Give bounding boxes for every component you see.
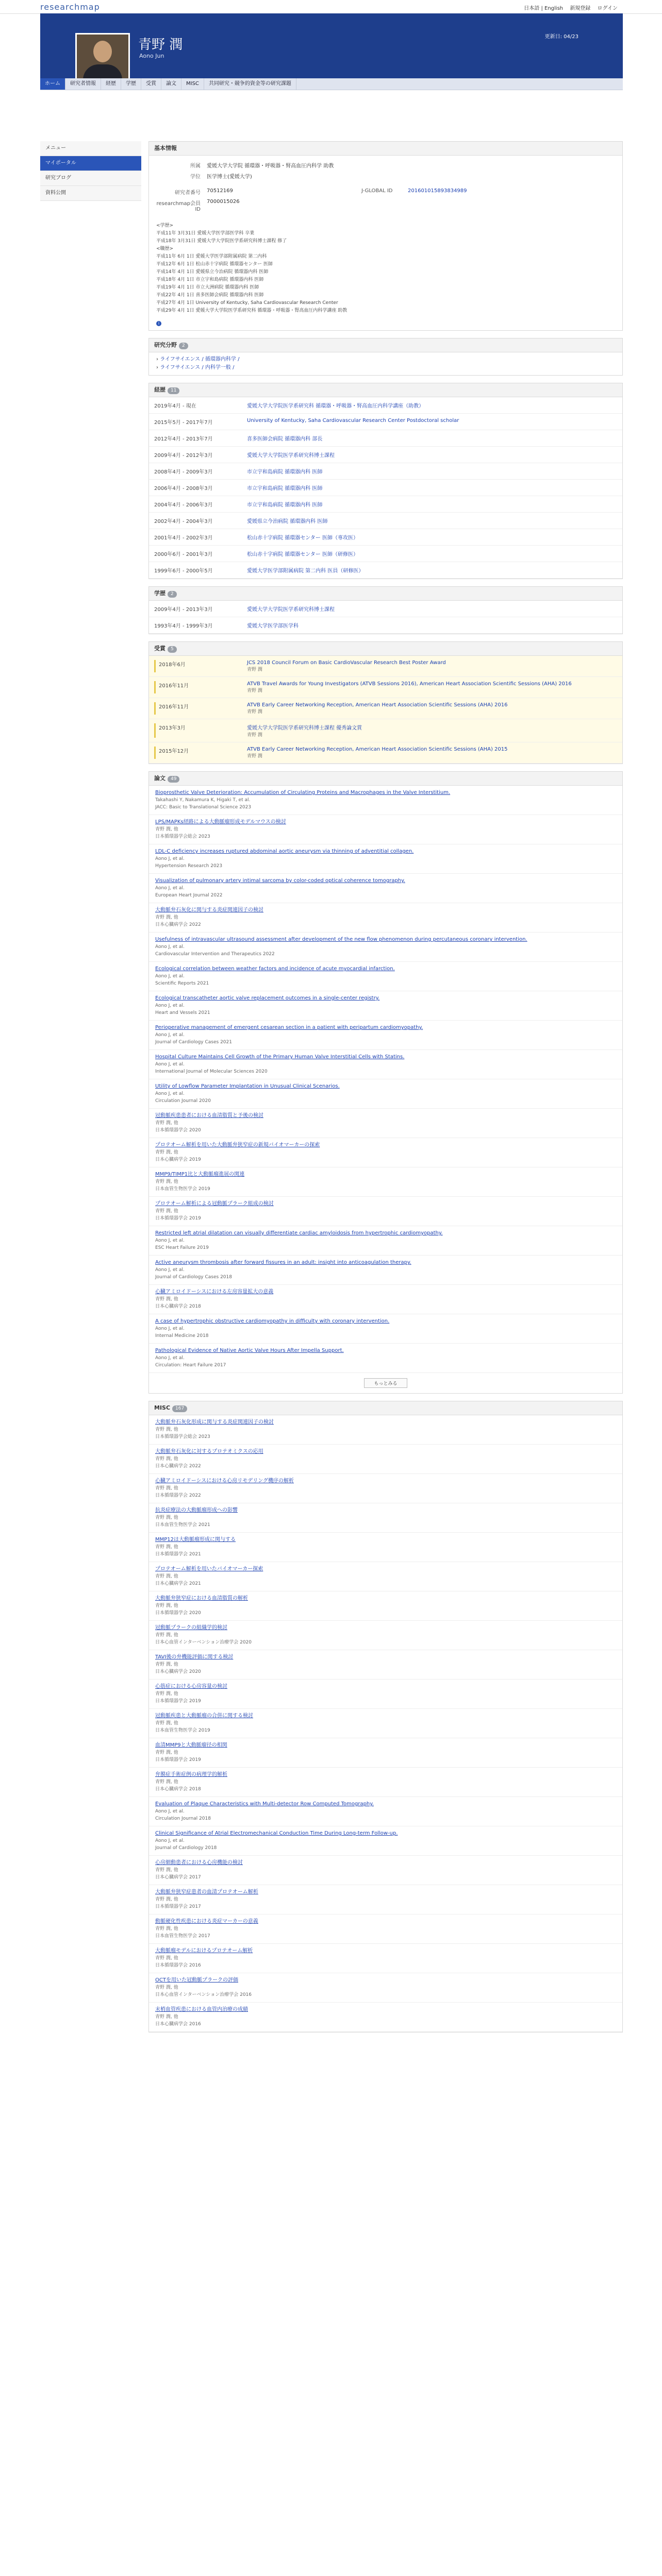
papers-panel (148, 771, 623, 1394)
paper-title-link[interactable]: Clinical Significance of Atrial Electromechanical Conduction Time During Long-term Follow-up. (155, 1831, 398, 1836)
paper-journal: 日本心臓病学会 2022 (155, 922, 201, 927)
paper-journal: 日本心臓病学会 2020 (155, 1669, 201, 1674)
researchmap-logo[interactable]: researchmap (40, 2, 100, 12)
paper-title-link[interactable]: Hospital Culture Maintains Cell Growth of the Primary Human Valve Interstitial Cells with Statins. (155, 1054, 405, 1060)
career-panel (148, 383, 623, 579)
paper-authors: 青野 潤, 他 (155, 1691, 178, 1697)
profile-tabs (40, 78, 623, 90)
awards-panel (148, 641, 623, 764)
row-link[interactable]: 愛媛大学大学院医学系研究科博士課程 優秀論文賞 (247, 725, 362, 731)
paper-authors: 青野 潤, 他 (155, 1750, 178, 1755)
row-link[interactable]: 市立宇和島病院 循環器内科 医師 (247, 502, 323, 508)
register-link[interactable]: 新規登録 (570, 6, 591, 11)
paper-journal: 日本循環器学会 2016 (155, 1963, 201, 1968)
row-date: 2004年4月 - 2006年3月 (154, 502, 213, 508)
row-date: 2015年12月 (154, 747, 247, 759)
list-item (149, 496, 622, 513)
row-date: 2012年4月 - 2013年7月 (154, 436, 213, 442)
paper-authors: 青野 潤, 他 (155, 827, 178, 832)
row-link[interactable]: University of Kentucky, Saha Cardiovascular Research Center Postdoctoral scholar (247, 418, 459, 423)
paper-journal: 日本心臓病学会 2016 (155, 2022, 201, 2027)
paper-journal: JACC: Basic to Translational Science 2023 (155, 805, 252, 810)
row-link[interactable]: 愛媛大学大学院医学系研究科 循環器・呼吸器・腎高血圧内科学講座（助教） (247, 403, 424, 409)
count-badge: 2 (168, 591, 177, 598)
row-link[interactable]: ATVB Early Career Networking Reception, American Heart Association Scientific Sessions (AHA) 2016 (247, 702, 508, 708)
top-bar (0, 0, 662, 14)
paper-authors: 青野 潤, 他 (155, 1486, 178, 1491)
papers-list (149, 786, 622, 1373)
paper-journal: 日本心臓病学会 2022 (155, 1464, 201, 1469)
paper-item (149, 786, 622, 815)
row-link[interactable]: JCS 2018 Council Forum on Basic CardioVascular Research Best Poster Award (247, 660, 446, 666)
paper-title-link[interactable]: Usefulness of intravascular ultrasound assessment after development of the new flow phenomenon during percutaneous coronary intervention. (155, 937, 527, 942)
field-degree: 学位 医学博士(愛媛大学) (190, 174, 252, 180)
paper-item (149, 1944, 622, 1973)
paper-journal: 日本心血管インターベンション治療学会 2016 (155, 1992, 252, 1997)
affiliation-link[interactable]: 愛媛大学大学院 循環器・呼吸器・腎高血圧内科学 助教 (207, 163, 334, 169)
paper-authors: 青野 潤, 他 (155, 915, 178, 920)
paper-journal: 日本血管生物医学会 2021 (155, 1522, 210, 1528)
paper-journal: 日本心臓病学会 2018 (155, 1787, 201, 1792)
paper-authors: 青野 潤, 他 (155, 1427, 178, 1432)
row-link[interactable]: ATVB Travel Awards for Young Investigators (ATVB Sessions 2016), American Heart Association Scientific Sessions (AHA) 2016 (247, 681, 572, 687)
row-date: 2018年6月 (154, 660, 247, 672)
paper-title-link[interactable]: Active aneurysm thrombosis after forward fissures in an adult: insight into anticoagulation therapy. (155, 1260, 411, 1265)
paper-item (149, 1138, 622, 1167)
list-item (149, 562, 622, 579)
list-item[interactable]: › ライフサイエンス / 循環器内科学 / (156, 357, 240, 362)
paper-title-link[interactable]: プロテオーム解析による冠動脈プラーク組成の検討 (155, 1201, 274, 1207)
award-recipient: 青野 潤 (247, 754, 262, 759)
list-item (149, 529, 622, 546)
paper-authors: 青野 潤, 他 (155, 1603, 178, 1608)
paper-title-link[interactable]: Ecological transcatheter aortic valve replacement outcomes in a single-center registry. (155, 995, 380, 1001)
paper-journal: Scientific Reports 2021 (155, 981, 209, 986)
award-recipient: 青野 潤 (247, 709, 262, 715)
paper-title-link[interactable]: 大動脈弁狭窄症における血清脂質の解析 (155, 1596, 248, 1601)
top-links (519, 4, 618, 11)
section-title: 学歴 2 (149, 587, 622, 601)
paper-authors: 青野 潤, 他 (155, 1633, 178, 1638)
row-link[interactable]: 市立宇和島病院 循環器内科 医師 (247, 486, 323, 492)
paper-journal: 日本循環器学会 2020 (155, 1611, 201, 1616)
paper-item (149, 1768, 622, 1797)
row-date: 1999年6月 - 2000年5月 (154, 568, 213, 574)
list-item (149, 601, 622, 617)
row-date: 2019年4月 - 現在 (154, 403, 196, 409)
paper-journal: 日本循環器学会 2017 (155, 1904, 201, 1909)
paper-item (149, 1797, 622, 1826)
list-item (149, 617, 622, 634)
row-date: 2009年4月 - 2013年3月 (154, 607, 213, 613)
biography-text: <学歴> 平成11年 3月31日 愛媛大学医学部医学科 卒業 平成18年 3月31日 愛媛大学大学院医学系研究科博士課程 修了 <職歴> 平成11年 6月 1日 愛媛大学医学部附属病院 第二内科 平成12年 6月 1日 松山赤十字病院 循環器センター 医師 平成14年 4月 1日 愛媛県立今治病院 循環器内科 医師 平成18年 4月 1日 市立宇和島病院 循環器内科 医師 平成19年 4月 1日 市立大洲病院 循環器内科 医師 平成22年 4月 1日 喜多医師会病院 循環器内科 医師 平成27年 4月 1日 University of Kentucky, Saha Cardiovascular Research Center 平成29年 4月 1日 愛媛大学大学院医学系研究科 循環器・呼吸器・腎高血圧内科学講座 助教 (156, 223, 347, 313)
paper-title-link[interactable]: プロテオーム解析を用いたバイオマーカー探索 (155, 1566, 263, 1572)
paper-authors: Aono J, et al. (155, 1062, 185, 1067)
paper-title-link[interactable]: 動脈硬化性疾患における炎症マーカーの意義 (155, 1919, 258, 1924)
section-title: 研究分野 2 (149, 338, 622, 352)
list-item[interactable]: › ライフサイエンス / 内科学一般 / (156, 365, 235, 370)
field-affiliation: 所属 愛媛大学大学院 循環器・呼吸器・腎高血圧内科学 助教 (149, 160, 622, 171)
paper-authors: 青野 潤, 他 (155, 1297, 178, 1302)
paper-title-link[interactable]: 弁膜症手術症例の病理学的解析 (155, 1772, 227, 1777)
paper-item (149, 903, 622, 933)
paper-item (149, 1826, 622, 1856)
tab-education[interactable]: 学歴 (121, 78, 141, 90)
tab-awards[interactable]: 受賞 (141, 78, 161, 90)
paper-journal: 日本血管生物医学会 2019 (155, 1728, 210, 1733)
row-date: 2016年11月 (154, 702, 247, 715)
row-date: 1993年4月 - 1999年3月 (154, 623, 213, 629)
profile-banner (40, 13, 623, 78)
list-item (149, 677, 622, 698)
paper-item (149, 1680, 622, 1709)
researcher-name: 青野 潤 (138, 37, 183, 53)
paper-title-link[interactable]: Visualization of pulmonary artery intimal sarcoma by color-coded optical coherence tomography. (155, 878, 405, 884)
paper-journal: 日本循環器学会 2020 (155, 1128, 201, 1133)
row-link[interactable]: ATVB Early Career Networking Reception, American Heart Association Scientific Sessions (AHA) 2015 (247, 747, 508, 752)
awards-list (149, 656, 622, 764)
paper-authors: 青野 潤, 他 (155, 1985, 178, 1990)
paper-authors: Aono J, et al. (155, 974, 185, 979)
list-item (149, 546, 622, 562)
count-badge: 167 (172, 1405, 187, 1412)
research-field-list (149, 352, 622, 375)
paper-title-link[interactable]: Utility of Lowflow Parameter Implantation in Unusual Clinical Scenarios. (155, 1083, 340, 1089)
tab-papers[interactable]: 論文 (161, 78, 181, 90)
paper-authors: 青野 潤, 他 (155, 1545, 178, 1550)
paper-title-link[interactable]: 大動脈瘤モデルにおけるプロテオーム解析 (155, 1948, 253, 1954)
updated-date: 更新日: 04/23 (544, 34, 578, 40)
paper-authors: Aono J, et al. (155, 1809, 185, 1814)
paper-journal: 日本循環器学会 2019 (155, 1757, 201, 1762)
row-date: 2001年4月 - 2002年3月 (154, 535, 213, 541)
papers-more (149, 1373, 622, 1393)
list-item (149, 656, 622, 677)
language-switch[interactable]: 日本語 | English (524, 6, 564, 11)
paper-item (149, 1738, 622, 1768)
field-member-id: researchmap会員ID 7000015026 (156, 199, 240, 212)
paper-title-link[interactable]: Pathological Evidence of Native Aortic Valve Hours After Impella Support. (155, 1348, 344, 1353)
paper-item (149, 1445, 622, 1474)
paper-authors: 青野 潤, 他 (155, 1897, 178, 1902)
paper-authors: Aono J, et al. (155, 1091, 185, 1096)
paper-authors: 青野 潤, 他 (155, 1868, 178, 1873)
tab-researcher-info[interactable]: 研究者情報 (65, 78, 101, 90)
paper-title-link[interactable]: 心筋症における心房容量の検討 (155, 1684, 227, 1689)
paper-authors: Aono J, et al. (155, 1238, 185, 1243)
education-panel (148, 586, 623, 634)
paper-journal: ESC Heart Failure 2019 (155, 1245, 209, 1250)
paper-title-link[interactable]: 抗炎症療法の大動脈瘤形成への影響 (155, 1507, 238, 1513)
paper-item (149, 1856, 622, 1885)
paper-title-link[interactable]: LPS/MAPKs経路による大動脈瘤形成モデルマウスの検討 (155, 819, 286, 825)
count-badge: 49 (168, 776, 179, 783)
jglobal-link[interactable]: 201601015893834989 (408, 188, 467, 194)
paper-journal: European Heart Journal 2022 (155, 893, 223, 898)
paper-item (149, 1079, 622, 1109)
paper-item (149, 874, 622, 903)
paper-title-link[interactable]: Ecological correlation between weather factors and incidence of acute myocardial infarction. (155, 966, 395, 972)
paper-authors: Takahashi Y, Nakamura K, Higaki T, et al. (155, 798, 251, 803)
paper-authors: Aono J, et al. (155, 856, 185, 861)
paper-authors: 青野 潤, 他 (155, 1150, 178, 1155)
paper-authors: Aono J, et al. (155, 1838, 185, 1843)
list-item (149, 698, 622, 719)
paper-item (149, 1591, 622, 1621)
list-item (149, 742, 622, 764)
count-badge: 5 (168, 646, 177, 653)
paper-journal: 日本心臓病学会 2017 (155, 1875, 201, 1880)
paper-authors: Aono J, et al. (155, 1267, 185, 1273)
paper-item (149, 1021, 622, 1050)
sidebar (40, 141, 141, 201)
paper-item (149, 1973, 622, 2003)
paper-title-link[interactable]: 冠動脈疾患と大動脈瘤の合併に関する検討 (155, 1713, 253, 1719)
count-badge: 11 (168, 387, 179, 394)
row-date: 2002年4月 - 2004年3月 (154, 519, 213, 524)
login-link[interactable]: ログイン (597, 6, 618, 11)
paper-authors: 青野 潤, 他 (155, 1926, 178, 1931)
row-link[interactable]: 愛媛大学医学部医学科 (247, 623, 299, 629)
paper-item (149, 2003, 622, 2032)
paper-authors: Aono J, et al. (155, 1355, 185, 1361)
row-link[interactable]: 愛媛大学大学院医学系研究科博士課程 (247, 453, 335, 459)
row-link[interactable]: 喜多医師会病院 循環器内科 部長 (247, 436, 323, 442)
paper-authors: 青野 潤, 他 (155, 1121, 178, 1126)
paper-journal: Cardiovascular Intervention and Therapeutics 2022 (155, 952, 275, 957)
tab-home[interactable]: ホーム (40, 78, 65, 90)
paper-title-link[interactable]: MMP9/TIMP1比と大動脈瘤進展の関連 (155, 1172, 245, 1177)
paper-title-link[interactable]: Evaluation of Plaque Characteristics with Multi-detector Row Computed Tomography. (155, 1801, 374, 1807)
paper-journal: Journal of Cardiology 2018 (155, 1845, 217, 1851)
paper-item (149, 962, 622, 991)
paper-title-link[interactable]: 大動脈弁石灰化に関与する炎症関連因子の検討 (155, 907, 263, 913)
paper-item (149, 1503, 622, 1533)
paper-item (149, 1285, 622, 1314)
list-item (149, 480, 622, 496)
paper-authors: 青野 潤, 他 (155, 2014, 178, 2020)
section-title: 受賞 5 (149, 642, 622, 656)
career-list (149, 397, 622, 579)
row-date: 2016年11月 (154, 681, 247, 693)
list-item (149, 430, 622, 447)
paper-item (149, 991, 622, 1021)
paper-title-link[interactable]: Bioprosthetic Valve Deterioration: Accumulation of Circulating Proteins and Macrophages in the Valve Interstitium. (155, 790, 451, 795)
paper-authors: Aono J, et al. (155, 1032, 185, 1038)
paper-title-link[interactable]: 心臓アミロイドーシスにおける左房容量拡大の意義 (155, 1289, 274, 1295)
list-item (149, 513, 622, 529)
paper-journal: Hypertension Research 2023 (155, 863, 223, 869)
paper-journal: 日本循環器学会 2022 (155, 1493, 201, 1498)
section-title: 論文 49 (149, 772, 622, 786)
row-link[interactable]: 愛媛県立今治病院 循環器内科 医師 (247, 519, 328, 524)
list-item (149, 719, 622, 742)
paper-journal: Circulation: Heart Failure 2017 (155, 1363, 226, 1368)
paper-item (149, 1650, 622, 1680)
paper-title-link[interactable]: Perioperative management of emergent cesarean section in a patient with peripartum cardiomyopathy. (155, 1025, 423, 1030)
paper-journal: 日本循環器学会 2019 (155, 1699, 201, 1704)
paper-item (149, 933, 622, 962)
sidebar-item-blog[interactable]: 研究ブログ (40, 171, 141, 186)
paper-authors: 青野 潤, 他 (155, 1179, 178, 1184)
paper-authors: 青野 潤, 他 (155, 1721, 178, 1726)
row-link[interactable]: 松山赤十字病院 循環器センター 医師（専攻医） (247, 535, 358, 541)
paper-item (149, 1050, 622, 1079)
list-item (149, 414, 622, 430)
paper-journal: 日本心臓病学会 2019 (155, 1157, 201, 1162)
paper-title-link[interactable]: OCTを用いた冠動脈プラークの評価 (155, 1977, 238, 1983)
count-badge: 2 (179, 343, 188, 349)
paper-authors: 青野 潤, 他 (155, 1780, 178, 1785)
paper-item (149, 844, 622, 874)
paper-authors: Aono J, et al. (155, 1326, 185, 1331)
paper-item (149, 1314, 622, 1344)
paper-journal: 日本循環器学会総会 2023 (155, 834, 210, 839)
section-title: MISC 167 (149, 1401, 622, 1415)
paper-title-link[interactable]: 末梢血管疾患における血管内治療の成績 (155, 2007, 248, 2012)
paper-journal: Journal of Cardiology Cases 2018 (155, 1275, 232, 1280)
paper-journal: 日本血管生物医学会 2017 (155, 1934, 210, 1939)
row-date: 2008年4月 - 2009年3月 (154, 469, 213, 475)
paper-journal: 日本循環器学会 2019 (155, 1216, 201, 1221)
paper-title-link[interactable]: 大動脈弁石灰化形成に関与する炎症関連因子の検討 (155, 1419, 274, 1425)
paper-authors: 青野 潤, 他 (155, 1515, 178, 1520)
paper-item (149, 815, 622, 844)
paper-journal: International Journal of Molecular Sciences 2020 (155, 1069, 268, 1074)
paper-item (149, 1109, 622, 1138)
misc-list (149, 1415, 622, 2032)
paper-item (149, 1885, 622, 1914)
paper-title-link[interactable]: Restricted left atrial dilatation can visually differentiate cardiac amyloidosis from hypertrophic cardiomyopathy. (155, 1230, 443, 1236)
award-recipient: 青野 潤 (247, 688, 262, 693)
paper-authors: Aono J, et al. (155, 944, 185, 950)
row-link[interactable]: 愛媛大学大学院医学系研究科博士課程 (247, 607, 335, 613)
paper-item (149, 1344, 622, 1373)
list-item (149, 397, 622, 414)
education-list (149, 601, 622, 634)
paper-title-link[interactable]: A case of hypertrophic obstructive cardiomyopathy in difficulty with coronary intervention. (155, 1318, 390, 1324)
row-date: 2013年3月 (154, 723, 247, 738)
misc-panel (148, 1401, 623, 2032)
list-item (149, 463, 622, 480)
field-researcher-number: 研究者番号 70512169 J-GLOBAL ID 201601015893834989 (175, 188, 467, 196)
paper-title-link[interactable]: TAVI後の弁機能評価に関する検討 (155, 1654, 234, 1660)
paper-title-link[interactable]: 冠動脈疾患患者における血清脂質と予後の検討 (155, 1113, 263, 1118)
tab-misc[interactable]: MISC (181, 78, 204, 90)
paper-journal: Circulation Journal 2020 (155, 1098, 211, 1104)
sidebar-item-my-portal[interactable]: マイポータル (40, 156, 141, 171)
paper-item (149, 1709, 622, 1738)
paper-item (149, 1562, 622, 1591)
paper-title-link[interactable]: 血清MMP9と大動脈瘤径の相関 (155, 1742, 227, 1748)
award-recipient: 青野 潤 (247, 733, 262, 738)
paper-authors: Aono J, et al. (155, 1003, 185, 1008)
row-link[interactable]: 市立宇和島病院 循環器内科 医師 (247, 469, 323, 475)
paper-title-link[interactable]: プロテオーム解析を用いた大動脈弁狭窄症の新規バイオマーカーの探索 (155, 1142, 320, 1148)
row-link[interactable]: 愛媛大学医学部附属病院 第二内科 医員（研修医） (247, 568, 364, 574)
paper-title-link[interactable]: 心臓アミロイドーシスにおける心房リモデリング機序の解析 (155, 1478, 294, 1484)
paper-journal: 日本心臓病学会 2018 (155, 1304, 201, 1309)
list-item (149, 447, 622, 463)
paper-item (149, 1415, 622, 1445)
basic-info-panel (148, 141, 623, 331)
paper-item (149, 1197, 622, 1226)
paper-title-link[interactable]: LDL-C deficiency increases ruptured abdominal aortic aneurysm via thinning of adventitial collagen. (155, 849, 414, 854)
sidebar-menu-header: メニュー (40, 141, 141, 156)
paper-item (149, 1533, 622, 1562)
research-field-panel (148, 338, 623, 376)
info-icon[interactable]: i (156, 321, 161, 326)
show-more-button[interactable]: もっとみる (364, 1378, 407, 1388)
paper-journal: 日本循環器学会総会 2023 (155, 1434, 210, 1439)
paper-journal: Circulation Journal 2018 (155, 1816, 211, 1821)
row-link[interactable]: 松山赤十字病院 循環器センター 医師（研修医） (247, 552, 358, 557)
paper-authors: 青野 潤, 他 (155, 1574, 178, 1579)
paper-journal: 日本心臓病学会 2021 (155, 1581, 201, 1586)
sidebar-item-materials[interactable]: 資料公開 (40, 186, 141, 201)
paper-authors: 青野 潤, 他 (155, 1662, 178, 1667)
paper-journal: Internal Medicine 2018 (155, 1333, 209, 1338)
paper-title-link[interactable]: 大動脈弁石灰化に対するプロテオミクスの応用 (155, 1449, 263, 1454)
paper-item (149, 1474, 622, 1503)
paper-item (149, 1167, 622, 1197)
paper-item (149, 1621, 622, 1650)
paper-item (149, 1914, 622, 1944)
paper-authors: Aono J, et al. (155, 886, 185, 891)
paper-title-link[interactable]: MMP12は大動脈瘤形成に関与する (155, 1537, 236, 1543)
paper-authors: 青野 潤, 他 (155, 1956, 178, 1961)
paper-item (149, 1226, 622, 1256)
award-recipient: 青野 潤 (247, 667, 262, 672)
section-title: 経歴 11 (149, 383, 622, 397)
tab-research-projects[interactable]: 共同研究・競争的資金等の研究課題 (204, 78, 296, 90)
row-date: 2006年4月 - 2008年3月 (154, 486, 213, 492)
main-content (148, 141, 623, 2040)
paper-journal: Journal of Cardiology Cases 2021 (155, 1040, 232, 1045)
row-date: 2000年6月 - 2001年3月 (154, 552, 213, 557)
section-title: 基本情報 (149, 142, 622, 156)
paper-authors: 青野 潤, 他 (155, 1456, 178, 1462)
tab-career[interactable]: 経歴 (101, 78, 121, 90)
paper-title-link[interactable]: 心房細動患者における心房機能の検討 (155, 1860, 243, 1866)
paper-title-link[interactable]: 冠動脈プラークの組織学的検討 (155, 1625, 227, 1631)
paper-authors: 青野 潤, 他 (155, 1209, 178, 1214)
paper-journal: 日本心血管インターベンション治療学会 2020 (155, 1640, 252, 1645)
researcher-name-en: Aono Jun (139, 53, 164, 59)
paper-title-link[interactable]: 大動脈弁狭窄症患者の血清プロテオーム解析 (155, 1889, 258, 1895)
row-date: 2009年4月 - 2012年3月 (154, 453, 213, 459)
paper-journal: 日本循環器学会 2021 (155, 1552, 201, 1557)
paper-journal: 日本血管生物医学会 2019 (155, 1187, 210, 1192)
row-date: 2015年5月 - 2017年7月 (154, 420, 213, 426)
paper-journal: Heart and Vessels 2021 (155, 1010, 210, 1015)
paper-item (149, 1256, 622, 1285)
